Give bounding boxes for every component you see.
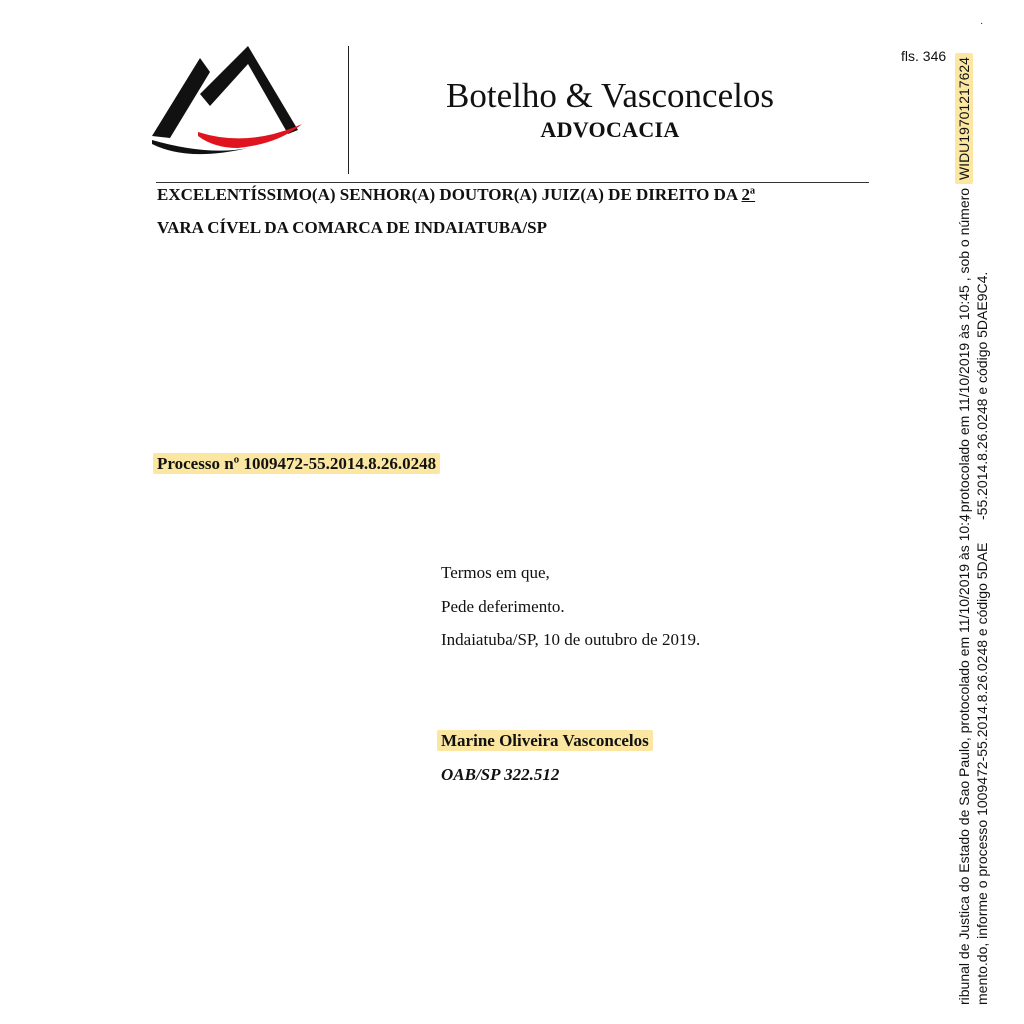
address-line-1-main: EXCELENTÍSSIMO(A) SENHOR(A) DOUTOR(A) JUIZ(A) DE DIREITO DA — [157, 185, 742, 204]
firm-logo — [148, 44, 308, 164]
closing-line-1: Termos em que, — [441, 563, 550, 582]
side-stamp-line-1b — [956, 53, 972, 520]
closing-line-3: Indaiatuba/SP, 10 de outubro de 2019. — [441, 630, 701, 649]
side-stamp-line-2a: mento.do, informe o processo 1009472-55.2014.8.26.0248 e código 5DAE — [974, 542, 990, 1005]
oab-number: OAB/SP 322.512 — [441, 765, 560, 784]
side-stamp-line-2b: -55.2014.8.26.0248 e código 5DAE9C4. — [974, 271, 990, 520]
address-line-1 — [157, 185, 755, 205]
signature-name-text: Marine Oliveira Vasconcelos — [437, 730, 653, 751]
side-stamp-line-1b-prefix: , protocolado em 11/10/2019 às 10:45 , sob o número — [956, 184, 972, 520]
header-rule — [156, 182, 869, 183]
corner-mark: · — [980, 18, 984, 29]
page-number: fls. 346 — [901, 48, 947, 64]
address-ordinal: 2ª — [741, 185, 756, 204]
firm-name: Botelho & Vasconcelos — [446, 76, 774, 115]
process-number-text: Processo nº 1009472-55.2014.8.26.0248 — [153, 453, 440, 474]
side-stamp-code: WIDU19701217624 — [955, 53, 973, 184]
side-stamp-line-1a: ribunal de Justica do Estado de Sao Paulo, protocolado em 11/10/2019 às 10:4 — [956, 514, 972, 1005]
signature-name — [437, 731, 653, 751]
closing-line-2: Pede deferimento. — [441, 597, 565, 616]
address-line-2: VARA CÍVEL DA COMARCA DE INDAIATUBA/SP — [157, 218, 547, 237]
process-number — [153, 454, 440, 474]
header-divider — [348, 46, 349, 174]
firm-subtitle: ADVOCACIA — [540, 117, 680, 142]
